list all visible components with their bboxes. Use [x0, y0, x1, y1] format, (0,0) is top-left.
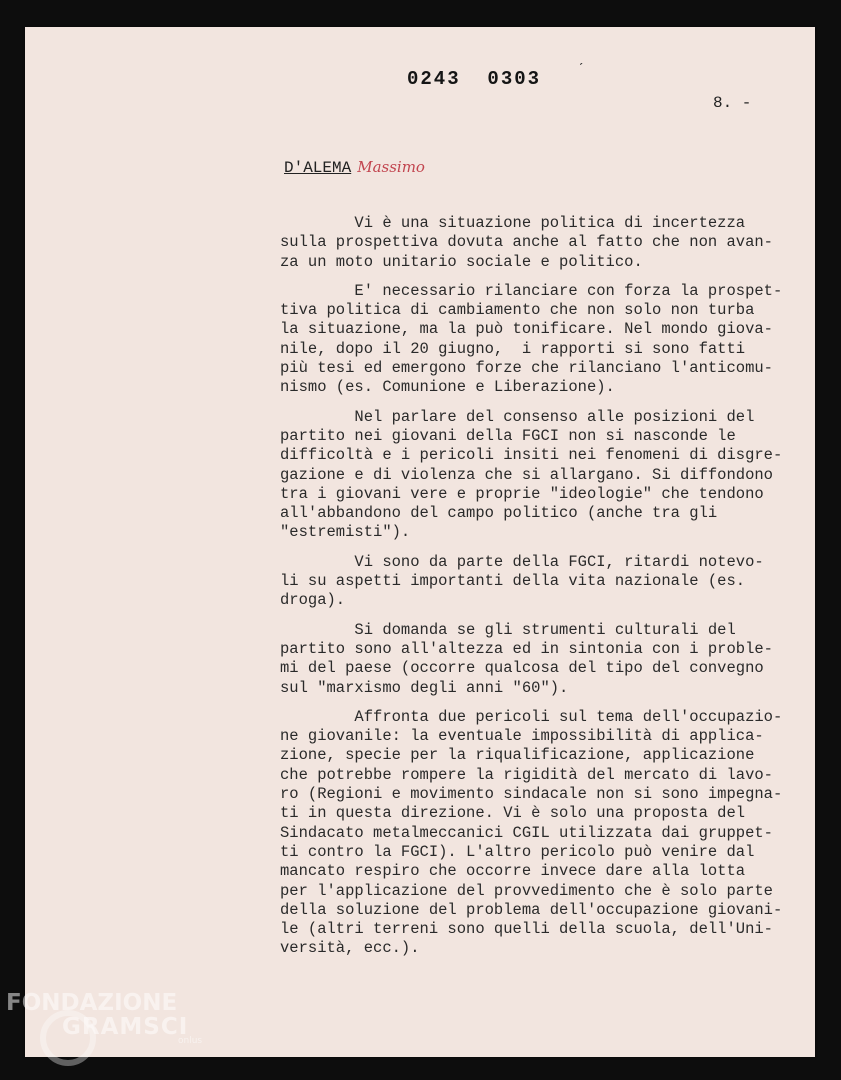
- text-line: Nel parlare del consenso alle posizioni del: [280, 407, 755, 426]
- watermark-line-2: GRAMSCI: [62, 1014, 189, 1040]
- pen-mark: ˊ: [577, 62, 586, 78]
- text-line: nile, dopo il 20 giugno, i rapporti si sono fatti: [280, 339, 746, 358]
- text-line: mi del paese (occorre qualcosa del tipo del convegno: [280, 659, 764, 678]
- text-line: più tesi ed emergono forze che rilanciano l'anticomu-: [280, 359, 773, 378]
- text-line: droga).: [280, 591, 346, 610]
- text-line: zione, specie per la riqualificazione, applicazione: [280, 746, 755, 765]
- paragraph: [280, 553, 805, 611]
- text-line: la situazione, ma la può tonificare. Nel mondo giova-: [280, 320, 773, 339]
- page-number: 8. -: [713, 94, 752, 112]
- text-line: za un moto unitario sociale e politico.: [280, 252, 643, 271]
- text-line: all'abbandono del campo politico (anche tra gli: [280, 504, 718, 523]
- handwritten-first-name: Massimo: [357, 158, 425, 176]
- text-line: li su aspetti importanti della vita nazionale (es.: [280, 572, 746, 591]
- text-line: per l'applicazione del provvedimento che è solo parte: [280, 881, 773, 900]
- text-line: sul "marxismo degli anni "60").: [280, 678, 569, 697]
- text-line: Vi sono da parte della FGCI, ritardi notevo-: [280, 552, 764, 571]
- text-line: le (altri terreni sono quelli della scuola, dell'Uni-: [280, 920, 773, 939]
- text-line: "estremisti").: [280, 523, 411, 542]
- watermark-line-3: onlus: [178, 1036, 203, 1046]
- text-line: che potrebbe rompere la rigidità del mercato di lavo-: [280, 765, 773, 784]
- text-line: Sindacato metalmeccanici CGIL utilizzata dai gruppet-: [280, 823, 773, 842]
- text-line: difficoltà e i pericoli insiti nei fenomeni di disgre-: [280, 446, 783, 465]
- text-line: partito sono all'altezza ed in sintonia con i proble-: [280, 639, 773, 658]
- paragraph: [280, 282, 805, 398]
- document-number: 0243 0303: [407, 68, 542, 90]
- paragraph: [280, 621, 805, 698]
- text-line: della soluzione del problema dell'occupazione giovani-: [280, 900, 783, 919]
- text-line: Si domanda se gli strumenti culturali del: [280, 620, 736, 639]
- text-line: Vi è una situazione politica di incertezza: [280, 214, 746, 232]
- text-line: tiva politica di cambiamento che non solo non turba: [280, 301, 755, 320]
- text-line: partito nei giovani della FGCI non si nasconde le: [280, 426, 736, 445]
- text-line: gazione e di violenza che si allargano. Si diffondono: [280, 465, 773, 484]
- paragraph: [280, 708, 805, 959]
- speaker-heading: [284, 158, 425, 177]
- text-line: E' necessario rilanciare con forza la prospet-: [280, 281, 783, 300]
- text-line: sulla prospettiva dovuta anche al fatto che non avan-: [280, 233, 773, 252]
- speaker-surname: D'ALEMA: [284, 159, 352, 177]
- paragraph: [280, 214, 805, 272]
- text-line: tra i giovani vere e proprie "ideologie" che tendono: [280, 484, 764, 503]
- document-body: [280, 214, 805, 969]
- watermark-logo-ring: [40, 1010, 96, 1066]
- archive-watermark: [6, 990, 216, 1046]
- text-line: mancato respiro che occorre invece dare alla lotta: [280, 862, 746, 881]
- text-line: ti in questa direzione. Vi è solo una proposta del: [280, 804, 746, 823]
- text-line: ne giovanile: la eventuale impossibilità di applica-: [280, 727, 764, 746]
- text-line: ro (Regioni e movimento sindacale non si sono impegna-: [280, 785, 783, 804]
- paragraph: [280, 408, 805, 543]
- text-line: versità, ecc.).: [280, 939, 420, 958]
- watermark-line-1: FONDAZIONE: [6, 990, 178, 1016]
- text-line: nismo (es. Comunione e Liberazione).: [280, 378, 615, 397]
- text-line: ti contro la FGCI). L'altro pericolo può venire dal: [280, 842, 755, 861]
- text-line: Affronta due pericoli sul tema dell'occupazio-: [280, 707, 783, 726]
